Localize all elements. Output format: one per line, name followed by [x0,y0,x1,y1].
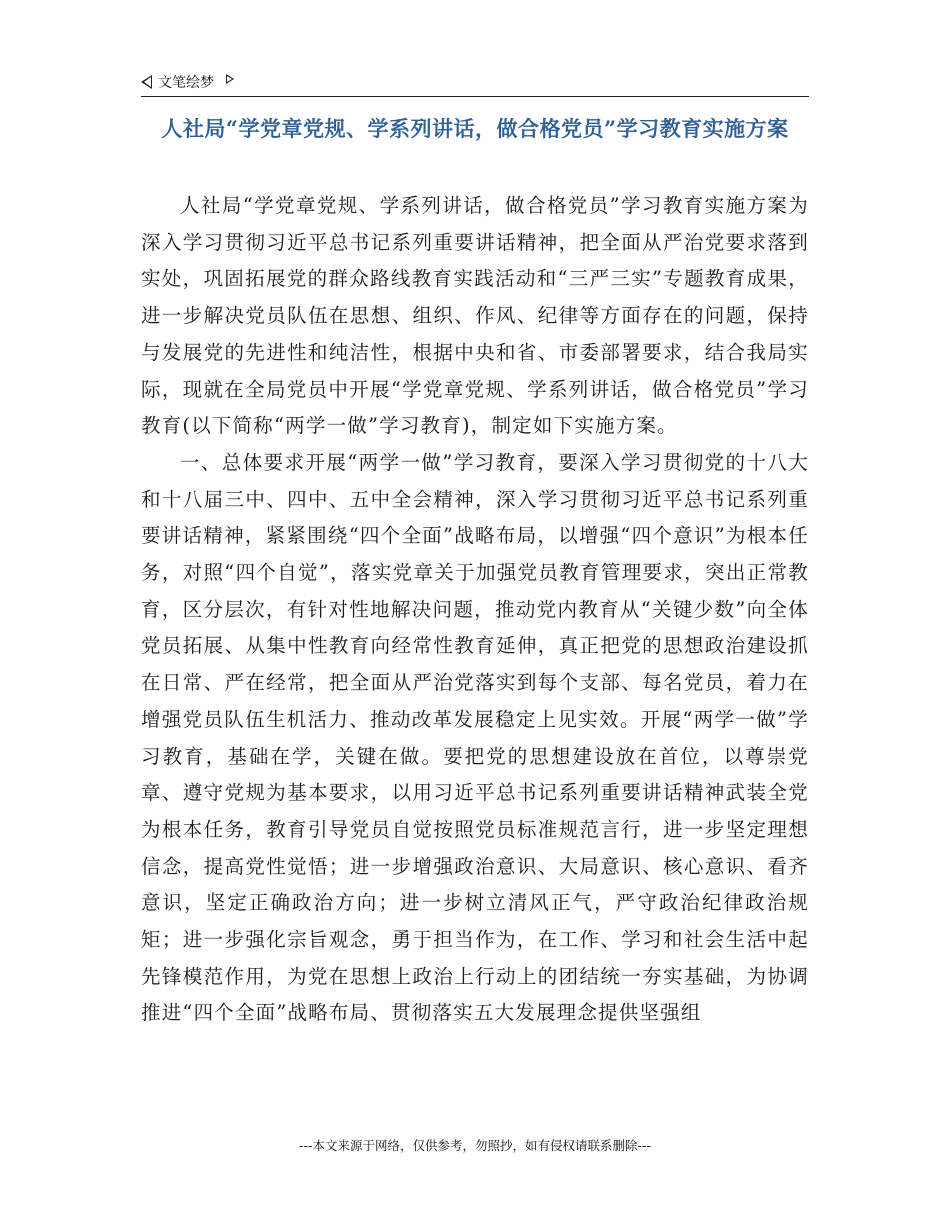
document-body [141,188,809,1032]
header-brand-label: 文笔绘梦 [158,75,214,91]
triangle-left-icon [141,75,152,89]
page-header [141,70,809,97]
triangle-right-icon [226,74,234,84]
header-brand-group [141,72,234,92]
footer-notice: ---本文来源于网络，仅供参考，勿照抄，如有侵权请联系删除--- [298,1138,652,1153]
document-title: 人社局“学党章党规、学系列讲话，做合格党员”学习教育实施方案 [161,116,789,141]
paragraph-general-requirements: 一、总体要求开展“两学一做”学习教育，要深入学习贯彻党的十八大和十八届三中、四中、五中全会精神，深入学习贯彻习近平总书记系列重要讲话精神，紧紧围绕“四个全面”战略布局，以增强“四个意识”为根本任务，对照“四个自觉”，落实党章关于加强党员教育管理要求，突出正常教育，区分层次，有针对性地解决问题，推动党内教育从“关键少数”向全体党员拓展、从集中性教育向经常性教育延伸，真正把党的思想政治建设抓在日常、严在经常，把全面从严治党落实到每个支部、每名党员，着力在增强党员队伍生机活力、推动改革发展稳定上见实效。开展“两学一做”学习教育，基础在学，关键在做。要把党的思想建设放在首位，以尊崇党章、遵守党规为基本要求，以用习近平总书记系列重要讲话精神武装全党为根本任务，教育引导党员自觉按照党员标准规范言行，进一步坚定理想信念，提高党性觉悟；进一步增强政治意识、大局意识、核心意识、看齐意识，坚定正确政治方向；进一步树立清风正气，严守政治纪律政治规矩；进一步强化宗旨观念，勇于担当作为，在工作、学习和社会生活中起先锋模范作用，为党在思想上政治上行动上的团结统一夯实基础，为协调推进“四个全面”战略布局、贯彻落实五大发展理念提供坚强组 [141,450,809,1025]
paragraph-intro: 人社局“学党章党规、学系列讲话，做合格党员”学习教育实施方案为深入学习贯彻习近平总书记系列重要讲话精神，把全面从严治党要求落到实处，巩固拓展党的群众路线教育实践活动和“三严三实”专题教育成果，进一步解决党员队伍在思想、组织、作风、纪律等方面存在的问题，保持与发展党的先进性和纯洁性，根据中央和省、市委部署要求，结合我局实际，现就在全局党员中开展“学党章党规、学系列讲话，做合格党员”学习教育(以下简称“两学一做”学习教育)，制定如下实施方案。 [141,194,809,438]
